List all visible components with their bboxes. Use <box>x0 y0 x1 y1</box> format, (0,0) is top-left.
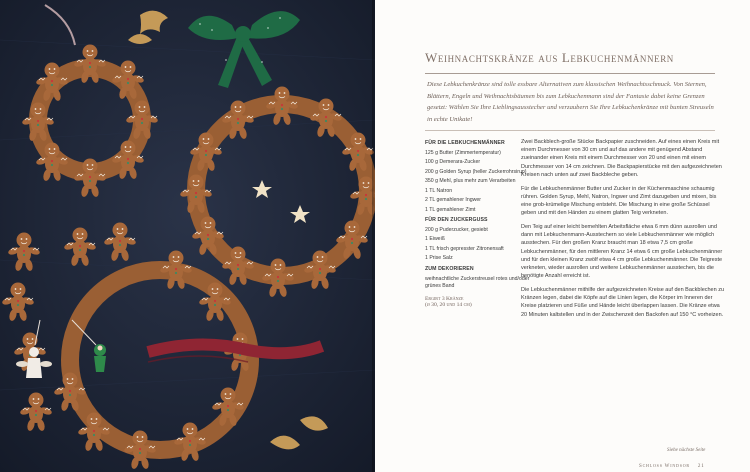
ingredient-item: 1 TL gemahlener Zimt <box>425 206 476 213</box>
ingredient-item: 1 Prise Salz <box>425 255 453 262</box>
intro-rule <box>425 130 715 131</box>
ingredient-item: 200 g Puderzucker, gesiebt <box>425 226 488 233</box>
footer-section: Schloss Windsor <box>639 464 690 469</box>
ingredient-heading: FÜR DEN ZUCKERGUSS <box>425 217 488 224</box>
recipe-title: Weihnachtskränze aus Lebkuchenmännern <box>425 50 674 65</box>
yield-line: Ergibt 3 Kränze <box>425 295 464 302</box>
ingredient-item: 350 g Mehl, plus mehr zum Verarbeiten <box>425 178 516 184</box>
continued-note: Siehe nächste Seite <box>667 448 706 453</box>
method-paragraph: Für die Lebkuchenmänner Butter und Zucker in der Küchenmaschine schaumig rühren. Golden Syrup, Mehl, Natron, Ingwer und Zimt dazugeben und mixen, bis eine grob-krümelige Mischung entsteht. Die Mischung in eine große Schüssel geben und mit den Händen zu einem glatten Teig verkneten. <box>521 185 717 217</box>
page-number: 21 <box>697 464 705 469</box>
title-rule <box>425 73 715 74</box>
ingredient-item: 100 g Demerara-Zucker <box>425 159 481 165</box>
method-paragraph: Zwei Backblech-große Stücke Backpapier zuschneiden. Auf eines einen Kreis mit einem Durchmesser von 30 cm und auf das andere mit genügend Abstand zueinander einen Kreis mit einem Durchmesser von 20 und einen mit einem Durchmesser von 14 cm zeichnen. Die Backpapierstücke mit den aufgezeichneten Kreisen nach unten auf zwei Backbleche geben. <box>521 139 722 178</box>
method-paragraph: Die Lebkuchenmänner mithilfe der aufgezeichneten Kreise auf den Backblechen zu Kränzen legen, dabei die Köpfe auf die Linien legen, die Körper im Inneren der Kreise platzieren und Füße und Hände leicht überlappen lassen. Die Kränze etwa 20 Minuten kaltstellen und in der Zwischenzeit den Backofen auf 150 °C vorheizen. <box>521 287 725 318</box>
ingredient-item: 200 g Golden Syrup (heller Zuckerrohrsirup) <box>425 168 527 175</box>
ingredient-item: 1 TL frisch gepresster Zitronensaft <box>425 245 504 252</box>
recipe-intro: Diese Lebkuchenkränze sind tolle essbare Alternativen zum klassischen Weihnachtsschmuck. Von Sternen, Blättern, Engeln und Weihnachtsbäumen bis zum Lebkuchenmann sind der Fantasie dabei keine Grenzen gesetzt: Wählen Sie Ihre Lieblingsausstecher und verzaubern Sie Ihre Lebkuchenkränze mit bunten Streuseln in echte Unikate! <box>427 81 714 123</box>
yield-sizes: (ø 30, 20 und 14 cm) <box>425 302 472 309</box>
method-paragraph: Den Teig auf einer leicht bemehlten Arbeitsfläche etwa 6 mm dünn ausrollen und dann mit Lebkuchenmann-Ausstechern so viele Lebkuchenmänner wie möglich ausstechen. Für den großen Kranz braucht man 18 etwa 7,5 cm große Lebkuchenmänner, für den mittleren Kranz 14 etwa 6 cm große Lebkuchenmänner und für den kleinen Kranz zwölf etwa 4 cm große Lebkuchenmänner. Die Teigreste verkneten, wieder ausrollen und weitere Lebkuchenmänner ausstechen, bis die benötigte Anzahl erreicht ist. <box>521 224 723 280</box>
recipe-page <box>375 0 750 472</box>
method-column <box>521 138 726 324</box>
page-footer <box>639 463 705 469</box>
ingredient-item: 1 Eiweiß <box>425 236 445 243</box>
ingredient-item: weihnachtliche Zuckerstreusel rotes und/oder grünes Band <box>425 275 530 289</box>
ingredient-heading: FÜR DIE LEBKUCHENMÄNNER <box>425 140 505 146</box>
ingredient-item: 125 g Butter (Zimmertemperatur) <box>425 149 501 156</box>
ingredient-item: 2 TL gemahlener Ingwer <box>425 197 481 203</box>
ingredient-heading: ZUM DEKORIEREN <box>425 266 474 273</box>
ingredient-item: 1 TL Natron <box>425 187 453 194</box>
